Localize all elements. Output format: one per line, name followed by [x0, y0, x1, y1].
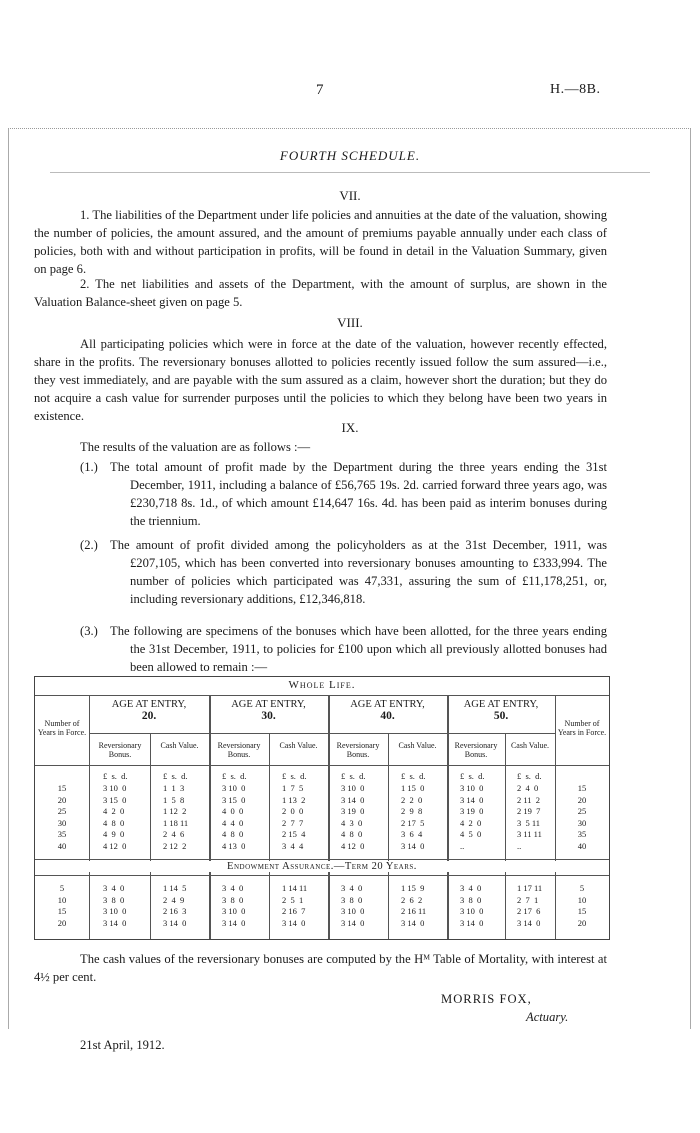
- result-item-3-label: (3.): [80, 624, 98, 638]
- age-header-50: [447, 699, 555, 722]
- signature-title: Actuary.: [526, 1010, 569, 1024]
- endowment-years: 10: [57, 894, 67, 905]
- whole-life-cell: 1 12 2: [163, 806, 187, 816]
- whole-life-cell: 4 4 0: [222, 817, 244, 828]
- age-label-20: AGE AT ENTRY,: [111, 699, 187, 710]
- whole-life-cell: 4 0 0: [222, 806, 244, 816]
- whole-life-years: 35: [57, 829, 67, 839]
- whole-life-cell: 4 12 0: [103, 840, 127, 851]
- age-value-40: 40.: [380, 710, 395, 722]
- section-viii-heading: VIII.: [337, 315, 363, 330]
- document-date: 21st April, 1912.: [80, 1038, 165, 1052]
- whole-life-cell: 4 5 0: [460, 829, 482, 839]
- whole-life-cell: 4 8 0: [341, 829, 363, 839]
- endowment-cell: 2 6 2: [401, 894, 423, 905]
- age-label-40: AGE AT ENTRY,: [350, 699, 425, 710]
- whole-life-cell: 4 2 0: [103, 806, 125, 816]
- whole-life-cell: 2 11 2: [517, 794, 541, 805]
- whole-life-years: 20: [57, 794, 67, 805]
- endowment-cell: 3 14 0: [517, 917, 541, 928]
- whole-life-cell: 2 12 2: [163, 840, 187, 851]
- whole-life-cell: 3 11 11: [517, 829, 542, 839]
- age-header-40: [328, 699, 447, 722]
- whole-life-cell: 2 7 7: [282, 817, 304, 828]
- endowment-cell: 2 7 1: [517, 894, 539, 905]
- sub-cash-20: Cash Value.: [160, 741, 199, 750]
- sub-rev-40: Reversionary Bonus.: [336, 741, 380, 759]
- whole-life-cell: 3 10 0: [103, 783, 127, 793]
- whole-life-cell: 3 10 0: [222, 783, 246, 793]
- endowment-cell: 3 14 0: [282, 917, 306, 928]
- whole-life-cell: 4 13 0: [222, 840, 246, 851]
- endowment-years-right: 5: [579, 883, 585, 893]
- whole-life-cell: ..: [517, 840, 522, 851]
- result-item-2-label: (2.): [80, 538, 98, 552]
- whole-life-cell: 3 4 4: [282, 840, 304, 851]
- whole-life-cell: 3 14 0: [341, 794, 365, 805]
- endowment-cell: 1 17 11: [517, 883, 543, 893]
- whole-life-cell: 1 7 5: [282, 783, 304, 793]
- whole-life-cell: 2 0 0: [282, 806, 304, 816]
- endowment-cell: 2 5 1: [282, 894, 304, 905]
- units-label: £ s. d.: [517, 771, 542, 781]
- result-item-3-text: The following are specimens of the bonuses which have been allotted, for the three years ending the 31st December, 1911, to policies for £100 upon which all previously allotted bonuses had been allowed to remain :—: [110, 624, 607, 674]
- whole-life-years: 25: [57, 806, 67, 816]
- whole-life-cell: 2 4 0: [517, 783, 539, 793]
- endowment-cell: 2 4 9: [163, 894, 185, 905]
- endowment-cell: 1 15 9: [401, 883, 425, 893]
- section-ix-heading: IX.: [341, 420, 359, 435]
- whole-life-cell: 3 15 0: [103, 794, 127, 805]
- units-label: £ s. d.: [282, 771, 307, 781]
- whole-life-cell: 3 15 0: [222, 794, 246, 805]
- whole-life-years: 30: [57, 817, 67, 828]
- sub-rev-50: Reversionary Bonus.: [454, 741, 498, 759]
- units-label: £ s. d.: [163, 771, 188, 781]
- units-label: £ s. d.: [103, 771, 128, 781]
- bonus-table: [34, 676, 610, 940]
- years-header-left: Number of Years in Force.: [37, 719, 87, 737]
- endowment-cell: 3 14 0: [460, 917, 484, 928]
- whole-life-cell: 1 13 2: [282, 794, 306, 805]
- page-reference: H.—8B.: [550, 82, 601, 97]
- sub-cash-50: Cash Value.: [510, 741, 550, 750]
- endowment-cell: 2 16 3: [163, 906, 187, 916]
- age-value-20: 20.: [141, 710, 157, 722]
- endowment-cell: 3 4 0: [222, 883, 244, 893]
- page-number: 7: [316, 82, 324, 98]
- whole-life-years: 15: [57, 783, 67, 793]
- endowment-cell: 3 4 0: [103, 883, 125, 893]
- whole-life-cell: 4 8 0: [103, 817, 125, 828]
- sub-cash-40: Cash Value.: [398, 741, 437, 750]
- endowment-cell: 3 14 0: [341, 917, 365, 928]
- result-item-3: [80, 622, 607, 676]
- age-header-20: [89, 699, 209, 722]
- units-label: £ s. d.: [222, 771, 247, 781]
- whole-life-cell: 3 14 0: [460, 794, 484, 805]
- whole-life-cell: 4 2 0: [460, 817, 482, 828]
- endowment-cell: 2 17 6: [517, 906, 541, 916]
- endowment-cell: 2 16 11: [401, 906, 427, 916]
- whole-life-years-right: 35: [577, 829, 587, 839]
- whole-life-years-right: 15: [577, 783, 587, 793]
- endowment-cell: 3 14 0: [222, 917, 246, 928]
- result-item-2: [80, 536, 607, 608]
- endowment-cell: 1 14 5: [163, 883, 187, 893]
- sub-rev-30: Reversionary Bonus.: [217, 741, 261, 759]
- age-value-30: 30.: [261, 710, 276, 722]
- endowment-cell: 3 4 0: [341, 883, 363, 893]
- endowment-years-right: 10: [577, 894, 587, 905]
- whole-life-cell: 2 19 7: [517, 806, 541, 816]
- whole-life-cell: 3 10 0: [341, 783, 365, 793]
- whole-life-cell: 3 6 4: [401, 829, 423, 839]
- section-vii-paragraph-1: 1. The liabilities of the Department under life policies and annuities at the date of the valuation, showing the number of policies, the amount assured, and the amount of premiums payable annually under each class of policies, both with and without participation in profits, will be found in detail in the Valuation Summary, given on page 6.: [34, 208, 607, 276]
- whole-life-years-right: 25: [577, 806, 587, 816]
- units-label: £ s. d.: [341, 771, 366, 781]
- schedule-title: FOURTH SCHEDULE.: [279, 148, 421, 163]
- title-rule: [50, 172, 650, 173]
- endowment-title: Endowment Assurance.—Term 20 Years.: [35, 861, 609, 872]
- result-item-1: [80, 458, 607, 530]
- endowment-cell: 3 10 0: [460, 906, 484, 916]
- whole-life-cell: 4 12 0: [341, 840, 365, 851]
- closing-note: [34, 950, 607, 986]
- endowment-cell: 3 8 0: [222, 894, 244, 905]
- whole-life-cell: 3 19 0: [460, 806, 484, 816]
- endowment-years: 5: [59, 883, 65, 893]
- whole-life-cell: ..: [460, 840, 465, 851]
- section-vii-paragraph-2: 2. The net liabilities and assets of the Department, with the amount of surplus, are shown in the Valuation Balance-sheet given on page 5.: [34, 277, 607, 309]
- signature: MORRIS FOX,: [441, 992, 532, 1006]
- whole-life-cell: 3 14 0: [401, 840, 425, 851]
- section-viii-paragraph: All participating policies which were in force at the date of the valuation, however recently effected, share in the profits. The reversionary bonuses allotted to policies recently issued follow the sum assured—i.e., they vest immediately, and are payable with the sum assured as a claim, however short the duration; but they do not acquire a cash value for surrender purposes until the policies to which they belong have been two years in existence.: [34, 337, 607, 423]
- endowment-years-right: 20: [577, 917, 587, 928]
- whole-life-cell: 1 1 3: [163, 783, 185, 793]
- whole-life-years-right: 20: [577, 794, 587, 805]
- sub-rev-20: Reversionary Bonus.: [98, 741, 142, 759]
- whole-life-years-right: 40: [577, 840, 587, 851]
- endowment-cell: 3 8 0: [460, 894, 482, 905]
- whole-life-cell: 1 18 11: [163, 817, 189, 828]
- section-ix-intro: The results of the valuation are as follows :—: [80, 440, 311, 454]
- endowment-cell: 3 10 0: [341, 906, 365, 916]
- age-header-30: [209, 699, 328, 722]
- years-header-right: Number of Years in Force.: [557, 719, 607, 737]
- whole-life-cell: 4 8 0: [222, 829, 244, 839]
- whole-life-cell: 3 19 0: [341, 806, 365, 816]
- units-label: £ s. d.: [401, 771, 426, 781]
- endowment-years-right: 15: [577, 906, 587, 916]
- endowment-cell: 1 14 11: [282, 883, 308, 893]
- whole-life-cell: 2 17 5: [401, 817, 425, 828]
- endowment-years: 20: [57, 917, 67, 928]
- result-item-1-text: The total amount of profit made by the Department during the three years ending the 31st December, 1911, including a balance of £56,765 19s. 2d. carried forward three years ago, was £230,718 8s. 1d., of which amount £14,647 16s. 4d. has been paid as interim bonuses during the triennium.: [110, 460, 607, 528]
- whole-life-cell: 2 15 4: [282, 829, 306, 839]
- endowment-cell: 3 14 0: [163, 917, 187, 928]
- age-label-30: AGE AT ENTRY,: [231, 699, 306, 710]
- whole-life-cell: 3 5 11: [517, 817, 541, 828]
- whole-life-cell: 1 5 8: [163, 794, 185, 805]
- endowment-cell: 3 14 0: [103, 917, 127, 928]
- whole-life-cell: 4 3 0: [341, 817, 363, 828]
- sub-cash-30: Cash Value.: [279, 741, 318, 750]
- endowment-cell: 2 16 7: [282, 906, 306, 916]
- whole-life-cell: 2 4 6: [163, 829, 185, 839]
- section-vii-heading: VII.: [339, 188, 361, 203]
- whole-life-cell: 4 9 0: [103, 829, 125, 839]
- whole-life-years-right: 30: [577, 817, 587, 828]
- endowment-cell: 3 4 0: [460, 883, 482, 893]
- result-item-1-label: (1.): [80, 460, 98, 474]
- whole-life-cell: 2 2 0: [401, 794, 423, 805]
- endowment-cell: 3 8 0: [103, 894, 125, 905]
- whole-life-cell: 1 15 0: [401, 783, 425, 793]
- units-label: £ s. d.: [460, 771, 485, 781]
- age-label-50: AGE AT ENTRY,: [463, 699, 539, 710]
- age-value-50: 50.: [493, 710, 509, 722]
- endowment-cell: 3 10 0: [222, 906, 246, 916]
- whole-life-years: 40: [57, 840, 67, 851]
- endowment-cell: 3 10 0: [103, 906, 127, 916]
- endowment-cell: 3 8 0: [341, 894, 363, 905]
- endowment-years: 15: [57, 906, 67, 916]
- table-title-whole-life: Whole Life.: [288, 679, 356, 691]
- whole-life-cell: 2 9 8: [401, 806, 423, 816]
- whole-life-cell: 3 10 0: [460, 783, 484, 793]
- closing-note-text: The cash values of the reversionary bonuses are computed by the Hᴹ Table of Mortality, with interest at 4½ per cent.: [34, 952, 607, 984]
- result-item-2-text: The amount of profit divided among the policyholders as at the 31st December, 1911, was £207,105, which has been converted into reversionary bonuses amounting to £333,994. The number of policies which participated was 47,331, assuring the sum of £11,178,251, or, including reversionary additions, £12,346,818.: [110, 538, 607, 606]
- endowment-cell: 3 14 0: [401, 917, 425, 928]
